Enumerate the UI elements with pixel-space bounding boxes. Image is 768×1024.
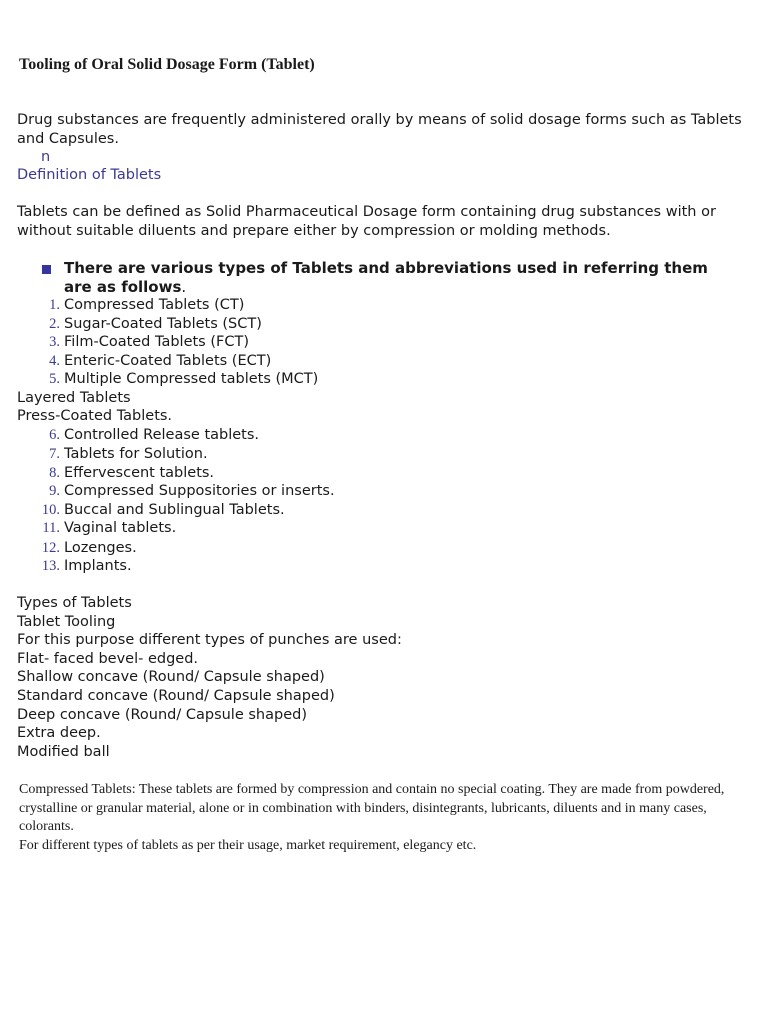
definition-paragraph: Tablets can be defined as Solid Pharmaceutical Dosage form containing drug substances with or without suitable diluents and prepare either by compression or molding methods. <box>17 204 716 239</box>
list-text: Film-Coated Tablets (FCT) <box>64 334 249 350</box>
tooling-line: For this purpose different types of punches are used: <box>17 632 402 648</box>
intro-paragraph: Drug substances are frequently administered orally by means of solid dosage forms such as Tablets and Capsules. <box>17 112 742 147</box>
list-number: 7. <box>49 445 60 462</box>
tooling-line: Shallow concave (Round/ Capsule shaped) <box>17 669 325 685</box>
list-text: Lozenges. <box>64 539 137 556</box>
list-text: Vaginal tablets. <box>64 520 177 536</box>
list-number: 13. <box>41 558 60 574</box>
tooling-line: Standard concave (Round/ Capsule shaped) <box>17 688 335 704</box>
tooling-line: Deep concave (Round/ Capsule shaped) <box>17 706 307 723</box>
list-number: 6. <box>49 427 60 443</box>
list-text: Tablets for Solution. <box>64 445 208 462</box>
press-coated-line: Press-Coated Tablets. <box>17 408 173 424</box>
list-text: Buccal and Sublingual Tablets. <box>64 501 285 518</box>
list-number: 2. <box>49 315 60 332</box>
list-number: 12. <box>41 539 60 556</box>
definition-link[interactable]: Definition of Tablets <box>17 167 162 183</box>
list-text: Multiple Compressed tablets (MCT) <box>64 371 319 387</box>
list-text: Enteric-Coated Tablets (ECT) <box>64 352 272 369</box>
bullet-heading: There are various types of Tablets and abbreviations used in referring them are as follows <box>64 259 708 296</box>
list-number: 10. <box>41 501 60 518</box>
bullet-period: . <box>181 278 187 296</box>
list-number: 8. <box>49 464 60 481</box>
list-number: 3. <box>49 334 60 350</box>
list-text: Sugar-Coated Tablets (SCT) <box>64 315 262 332</box>
tooling-line: Types of Tablets <box>17 595 132 611</box>
list-number: 1. <box>49 297 60 313</box>
tooling-line: Tablet Tooling <box>17 613 116 630</box>
square-bullet-icon <box>42 265 51 274</box>
list-marker: n <box>41 149 51 165</box>
tooling-line: Modified ball <box>17 743 110 760</box>
list-number: 9. <box>49 483 60 499</box>
list-text: Effervescent tablets. <box>64 464 215 481</box>
list-text: Compressed Tablets (CT) <box>64 297 245 313</box>
tooling-line: Flat- faced bevel- edged. <box>17 650 199 667</box>
document-title: Tooling of Oral Solid Dosage Form (Tablet) <box>19 56 315 73</box>
list-number: 5. <box>49 371 60 387</box>
list-number: 11. <box>42 520 60 536</box>
layered-tablets-line: Layered Tablets <box>17 389 131 406</box>
list-number: 4. <box>49 352 60 369</box>
list-text: Implants. <box>64 558 132 574</box>
bullet-text <box>64 259 724 297</box>
list-text: Compressed Suppositories or inserts. <box>64 483 335 499</box>
tooling-line: Extra deep. <box>17 725 101 741</box>
compressed-description: Compressed Tablets: These tablets are formed by compression and contain no special coating. They are made from powdered, crystalline or granular material, alone or in combination with binders, disintegrants, lubricants, diluents and in many cases, colorants. <box>19 782 725 834</box>
closing-line: For different types of tablets as per their usage, market requirement, elegancy etc. <box>19 837 477 853</box>
list-text: Controlled Release tablets. <box>64 427 260 443</box>
compressed-tablets-paragraph <box>19 781 737 855</box>
